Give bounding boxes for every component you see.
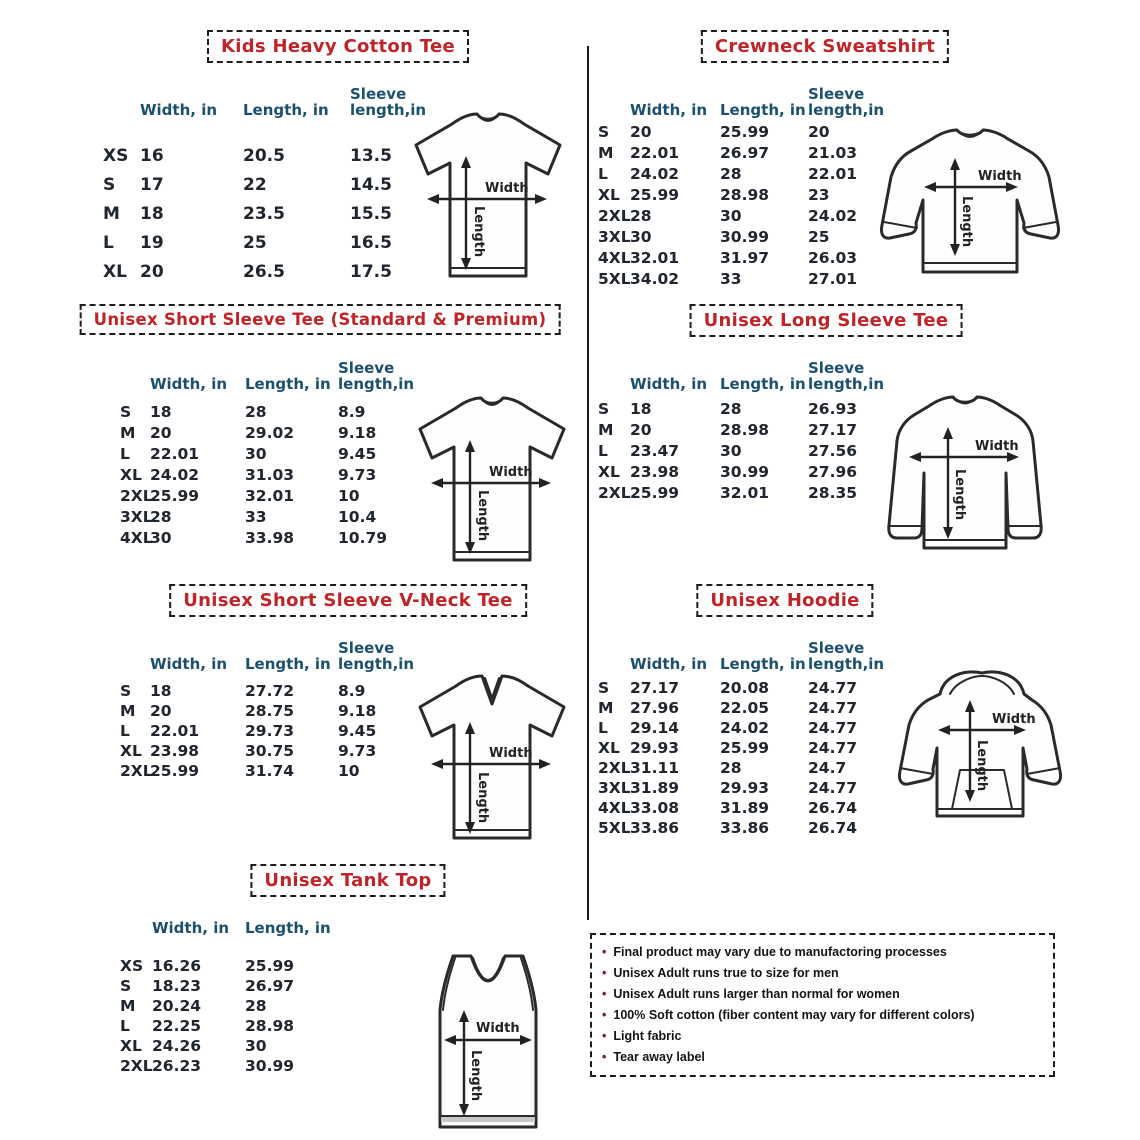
width-cell: 22.01 bbox=[150, 722, 200, 740]
width-cell: 34.02 bbox=[630, 269, 680, 288]
width-column-header: Width, in bbox=[630, 654, 708, 673]
width-cell: 20 bbox=[630, 122, 652, 141]
width-cell: 33.08 bbox=[630, 799, 680, 817]
size-table-body bbox=[598, 398, 888, 503]
size-cell: 2XL bbox=[120, 1057, 153, 1075]
size-row bbox=[120, 996, 335, 1016]
sleeve-column-header: Sleeve length,in bbox=[808, 358, 885, 393]
sleeve-cell: 13.5 bbox=[350, 145, 392, 166]
size-row bbox=[120, 721, 420, 741]
size-row bbox=[598, 268, 888, 289]
size-cell: S bbox=[103, 174, 116, 195]
hem-band bbox=[441, 1117, 535, 1122]
width-label: Width bbox=[978, 169, 1022, 184]
size-cell: M bbox=[120, 423, 136, 442]
length-cell: 30.75 bbox=[245, 742, 295, 760]
sleeve-cell: 16.5 bbox=[350, 232, 392, 253]
size-cell: XL bbox=[598, 185, 620, 204]
size-row bbox=[598, 758, 888, 778]
width-cell: 31.89 bbox=[630, 779, 680, 797]
width-column-header: Width, in bbox=[630, 374, 708, 393]
width-label: Width bbox=[992, 712, 1036, 727]
length-cell: 32.01 bbox=[720, 483, 770, 502]
size-table-body bbox=[598, 121, 888, 289]
width-cell: 20 bbox=[140, 261, 164, 282]
length-cell: 23.5 bbox=[243, 203, 285, 224]
length-cell: 28 bbox=[720, 164, 742, 183]
length-cell: 33 bbox=[245, 507, 267, 526]
size-cell: 3XL bbox=[120, 507, 153, 526]
width-cell: 26.23 bbox=[152, 1057, 202, 1075]
section-title: Kids Heavy Cotton Tee bbox=[207, 30, 469, 63]
table-header-row bbox=[120, 634, 420, 672]
length-cell: 24.02 bbox=[720, 719, 770, 737]
note-text: 100% Soft cotton (fiber content may vary for different colors) bbox=[613, 1008, 975, 1022]
length-cell: 29.73 bbox=[245, 722, 295, 740]
size-row bbox=[598, 142, 888, 163]
size-cell: S bbox=[598, 399, 610, 418]
bullet-icon: • bbox=[602, 987, 607, 1001]
width-cell: 22.01 bbox=[630, 143, 680, 162]
size-cell: 5XL bbox=[598, 269, 631, 288]
size-row bbox=[120, 443, 420, 464]
size-cell: 4XL bbox=[598, 248, 631, 267]
size-cell: S bbox=[598, 679, 610, 697]
size-row bbox=[598, 718, 888, 738]
length-cell: 30.99 bbox=[720, 227, 770, 246]
sleeve-cell: 10 bbox=[338, 762, 360, 780]
size-row bbox=[598, 398, 888, 419]
width-cell: 23.47 bbox=[630, 441, 680, 460]
width-cell: 25.99 bbox=[630, 185, 680, 204]
length-cell: 26.5 bbox=[243, 261, 285, 282]
hoodie-illustration bbox=[872, 668, 1107, 848]
length-cell: 28 bbox=[720, 759, 742, 777]
sleeve-cell: 27.01 bbox=[808, 269, 858, 288]
note-item bbox=[602, 1047, 1043, 1068]
size-table-body bbox=[120, 681, 420, 781]
size-cell: 3XL bbox=[598, 779, 631, 797]
note-item bbox=[602, 1026, 1043, 1047]
sleeve-cell: 9.18 bbox=[338, 423, 377, 442]
size-row bbox=[598, 163, 888, 184]
length-column-header: Length, in bbox=[243, 100, 329, 119]
size-table-body bbox=[598, 678, 888, 838]
width-label: Width bbox=[476, 1021, 520, 1036]
size-row bbox=[598, 818, 888, 838]
length-cell: 31.74 bbox=[245, 762, 295, 780]
width-cell: 19 bbox=[140, 232, 164, 253]
sleeve-cell: 26.03 bbox=[808, 248, 858, 267]
note-text: Light fabric bbox=[613, 1029, 682, 1043]
width-cell: 18 bbox=[630, 399, 652, 418]
width-column-header: Width, in bbox=[140, 100, 218, 119]
length-cell: 25.99 bbox=[720, 122, 770, 141]
section-title: Unisex Short Sleeve V-Neck Tee bbox=[169, 584, 527, 617]
sleeve-cell: 27.56 bbox=[808, 441, 858, 460]
sleeve-cell: 26.74 bbox=[808, 799, 858, 817]
length-cell: 22 bbox=[243, 174, 267, 195]
sleeve-cell: 24.77 bbox=[808, 699, 858, 717]
sleeve-cell: 15.5 bbox=[350, 203, 392, 224]
width-cell: 29.14 bbox=[630, 719, 680, 737]
note-text: Unisex Adult runs larger than normal for women bbox=[613, 987, 900, 1001]
size-cell: XL bbox=[598, 462, 620, 481]
length-cell: 26.97 bbox=[245, 977, 295, 995]
length-cell: 20.08 bbox=[720, 679, 770, 697]
sleeve-cell: 9.45 bbox=[338, 444, 377, 463]
size-row bbox=[598, 678, 888, 698]
length-cell: 31.97 bbox=[720, 248, 770, 267]
size-cell: M bbox=[598, 420, 614, 439]
width-cell: 18 bbox=[150, 682, 172, 700]
size-cell: XL bbox=[120, 742, 142, 760]
note-item bbox=[602, 942, 1043, 963]
length-cell: 22.05 bbox=[720, 699, 770, 717]
note-text: Final product may vary due to manufactoring processes bbox=[613, 945, 947, 959]
sleeve-cell: 27.96 bbox=[808, 462, 858, 481]
width-cell: 23.98 bbox=[150, 742, 200, 760]
size-row bbox=[120, 401, 420, 422]
table-header-row bbox=[103, 80, 428, 118]
long-sleeve-illustration bbox=[855, 393, 1090, 568]
length-column-header: Length, in bbox=[245, 654, 331, 673]
size-cell: M bbox=[598, 699, 614, 717]
size-cell: L bbox=[120, 1017, 130, 1035]
tshirt-illustration bbox=[393, 106, 583, 286]
sleeve-column-header: Sleeve length,in bbox=[350, 84, 427, 119]
size-cell: S bbox=[120, 977, 132, 995]
length-column-header: Length, in bbox=[245, 374, 331, 393]
width-cell: 27.17 bbox=[630, 679, 680, 697]
length-column-header: Length, in bbox=[720, 654, 806, 673]
size-row bbox=[120, 976, 335, 996]
sleeve-cell: 10.4 bbox=[338, 507, 377, 526]
note-item bbox=[602, 963, 1043, 984]
table-header-row bbox=[598, 354, 888, 392]
length-label: Length bbox=[468, 1050, 483, 1102]
size-cell: XL bbox=[103, 261, 127, 282]
width-column-header: Width, in bbox=[152, 918, 230, 937]
size-cell: L bbox=[598, 164, 608, 183]
sleeve-cell: 9.73 bbox=[338, 465, 377, 484]
width-cell: 24.02 bbox=[150, 465, 200, 484]
sleeve-cell: 8.9 bbox=[338, 682, 366, 700]
size-cell: 2XL bbox=[120, 486, 153, 505]
size-row bbox=[103, 141, 428, 170]
length-label: Length bbox=[959, 196, 974, 248]
size-row bbox=[598, 798, 888, 818]
note-item bbox=[602, 984, 1043, 1005]
length-cell: 30 bbox=[245, 1037, 267, 1055]
size-row bbox=[598, 247, 888, 268]
width-cell: 29.93 bbox=[630, 739, 680, 757]
length-cell: 28 bbox=[245, 402, 267, 421]
size-row bbox=[103, 228, 428, 257]
size-table-body bbox=[120, 401, 420, 548]
table-header-row bbox=[120, 354, 420, 392]
table-header-row bbox=[120, 912, 335, 936]
sleeve-cell: 22.01 bbox=[808, 164, 858, 183]
width-cell: 22.01 bbox=[150, 444, 200, 463]
length-column-header: Length, in bbox=[720, 374, 806, 393]
size-row bbox=[598, 698, 888, 718]
sleeve-column-header: Sleeve length,in bbox=[808, 84, 885, 119]
width-cell: 27.96 bbox=[630, 699, 680, 717]
size-table-body bbox=[103, 141, 428, 286]
size-row bbox=[103, 199, 428, 228]
size-cell: M bbox=[598, 143, 614, 162]
size-row bbox=[120, 1036, 335, 1056]
size-cell: 4XL bbox=[120, 528, 153, 547]
size-row bbox=[120, 485, 420, 506]
sleeve-cell: 24.7 bbox=[808, 759, 847, 777]
sleeve-cell: 10 bbox=[338, 486, 360, 505]
size-row bbox=[120, 681, 420, 701]
sleeve-cell: 17.5 bbox=[350, 261, 392, 282]
length-cell: 27.72 bbox=[245, 682, 295, 700]
column-divider bbox=[587, 46, 589, 920]
crewneck-illustration bbox=[860, 124, 1090, 292]
size-cell: XL bbox=[120, 465, 142, 484]
sleeve-cell: 14.5 bbox=[350, 174, 392, 195]
length-label: Length bbox=[952, 469, 967, 521]
length-cell: 28.98 bbox=[720, 185, 770, 204]
size-table-body bbox=[120, 956, 335, 1076]
tank-top-illustration bbox=[420, 950, 555, 1140]
length-label: Length bbox=[471, 206, 486, 258]
width-cell: 25.99 bbox=[630, 483, 680, 502]
size-cell: L bbox=[120, 722, 130, 740]
size-row bbox=[103, 257, 428, 286]
sleeve-cell: 9.18 bbox=[338, 702, 377, 720]
length-cell: 28 bbox=[245, 997, 267, 1015]
length-cell: 20.5 bbox=[243, 145, 285, 166]
section-title: Crewneck Sweatshirt bbox=[701, 30, 949, 63]
size-cell: S bbox=[120, 402, 132, 421]
length-cell: 33 bbox=[720, 269, 742, 288]
width-cell: 33.86 bbox=[630, 819, 680, 837]
length-cell: 25.99 bbox=[245, 957, 295, 975]
width-cell: 23.98 bbox=[630, 462, 680, 481]
sleeve-cell: 20 bbox=[808, 122, 830, 141]
vneck-illustration bbox=[397, 668, 587, 848]
width-cell: 31.11 bbox=[630, 759, 680, 777]
size-cell: M bbox=[120, 997, 136, 1015]
length-column-header: Length, in bbox=[245, 918, 331, 937]
width-column-header: Width, in bbox=[150, 654, 228, 673]
length-cell: 28.98 bbox=[245, 1017, 295, 1035]
width-cell: 30 bbox=[150, 528, 172, 547]
size-row bbox=[120, 1056, 335, 1076]
sleeve-cell: 23 bbox=[808, 185, 830, 204]
sleeve-cell: 9.73 bbox=[338, 742, 377, 760]
size-cell: 5XL bbox=[598, 819, 631, 837]
size-row bbox=[598, 778, 888, 798]
width-cell: 28 bbox=[630, 206, 652, 225]
length-cell: 28.98 bbox=[720, 420, 770, 439]
sleeve-cell: 24.77 bbox=[808, 739, 858, 757]
length-cell: 31.03 bbox=[245, 465, 295, 484]
size-row bbox=[120, 761, 420, 781]
length-cell: 29.02 bbox=[245, 423, 295, 442]
length-label: Length bbox=[475, 772, 490, 824]
section-title: Unisex Long Sleeve Tee bbox=[690, 304, 963, 337]
width-label: Width bbox=[975, 439, 1019, 454]
width-cell: 32.01 bbox=[630, 248, 680, 267]
length-cell: 32.01 bbox=[245, 486, 295, 505]
sleeve-cell: 27.17 bbox=[808, 420, 858, 439]
length-cell: 31.89 bbox=[720, 799, 770, 817]
bullet-icon: • bbox=[602, 1029, 607, 1043]
length-cell: 29.93 bbox=[720, 779, 770, 797]
width-cell: 24.02 bbox=[630, 164, 680, 183]
size-cell: 3XL bbox=[598, 227, 631, 246]
size-cell: XL bbox=[598, 739, 620, 757]
length-cell: 26.97 bbox=[720, 143, 770, 162]
sleeve-cell: 25 bbox=[808, 227, 830, 246]
length-label: Length bbox=[974, 740, 989, 792]
sleeve-cell: 24.77 bbox=[808, 779, 858, 797]
size-row bbox=[120, 527, 420, 548]
width-cell: 18 bbox=[140, 203, 164, 224]
size-cell: S bbox=[598, 122, 610, 141]
size-row bbox=[598, 226, 888, 247]
width-cell: 18 bbox=[150, 402, 172, 421]
length-cell: 30 bbox=[245, 444, 267, 463]
size-cell: L bbox=[598, 441, 608, 460]
length-cell: 28.75 bbox=[245, 702, 295, 720]
note-item bbox=[602, 1005, 1043, 1026]
size-cell: M bbox=[120, 702, 136, 720]
width-column-header: Width, in bbox=[150, 374, 228, 393]
width-cell: 17 bbox=[140, 174, 164, 195]
size-cell: XL bbox=[120, 1037, 142, 1055]
section-title: Unisex Hoodie bbox=[696, 584, 873, 617]
size-row bbox=[598, 121, 888, 142]
sleeve-column-header: Sleeve length,in bbox=[338, 638, 415, 673]
size-row bbox=[120, 464, 420, 485]
size-cell: L bbox=[103, 232, 114, 253]
width-label: Width bbox=[489, 746, 533, 761]
length-cell: 25 bbox=[243, 232, 267, 253]
sleeve-cell: 21.03 bbox=[808, 143, 858, 162]
size-row bbox=[120, 701, 420, 721]
size-cell: L bbox=[598, 719, 608, 737]
size-row bbox=[598, 419, 888, 440]
size-row bbox=[103, 170, 428, 199]
tshirt-illustration bbox=[397, 390, 587, 570]
width-label: Width bbox=[489, 465, 533, 480]
product-notes bbox=[590, 933, 1055, 1077]
sleeve-column-header: Sleeve length,in bbox=[338, 358, 415, 393]
size-row bbox=[598, 184, 888, 205]
length-cell: 30.99 bbox=[245, 1057, 295, 1075]
size-row bbox=[120, 506, 420, 527]
size-cell: 2XL bbox=[598, 206, 631, 225]
length-cell: 33.86 bbox=[720, 819, 770, 837]
sleeve-cell: 10.79 bbox=[338, 528, 388, 547]
length-column-header: Length, in bbox=[720, 100, 806, 119]
size-cell: 2XL bbox=[120, 762, 153, 780]
length-label: Length bbox=[475, 490, 490, 542]
length-cell: 30.99 bbox=[720, 462, 770, 481]
width-cell: 22.25 bbox=[152, 1017, 202, 1035]
width-cell: 20.24 bbox=[152, 997, 202, 1015]
size-cell: 2XL bbox=[598, 759, 631, 777]
length-cell: 30 bbox=[720, 206, 742, 225]
bullet-icon: • bbox=[602, 1008, 607, 1022]
bullet-icon: • bbox=[602, 945, 607, 959]
length-cell: 33.98 bbox=[245, 528, 295, 547]
sleeve-cell: 9.45 bbox=[338, 722, 377, 740]
size-row bbox=[120, 741, 420, 761]
table-header-row bbox=[598, 80, 888, 118]
width-cell: 20 bbox=[630, 420, 652, 439]
size-cell: XS bbox=[120, 957, 144, 975]
sleeve-cell: 28.35 bbox=[808, 483, 858, 502]
size-row bbox=[598, 461, 888, 482]
width-cell: 28 bbox=[150, 507, 172, 526]
width-column-header: Width, in bbox=[630, 100, 708, 119]
sleeve-cell: 24.77 bbox=[808, 719, 858, 737]
size-row bbox=[120, 956, 335, 976]
width-cell: 16 bbox=[140, 145, 164, 166]
size-row bbox=[598, 482, 888, 503]
sleeve-cell: 24.77 bbox=[808, 679, 858, 697]
bullet-icon: • bbox=[602, 1050, 607, 1064]
sleeve-column-header: Sleeve length,in bbox=[808, 638, 885, 673]
width-cell: 25.99 bbox=[150, 486, 200, 505]
width-cell: 30 bbox=[630, 227, 652, 246]
width-cell: 16.26 bbox=[152, 957, 202, 975]
width-cell: 24.26 bbox=[152, 1037, 202, 1055]
note-text: Unisex Adult runs true to size for men bbox=[613, 966, 839, 980]
width-cell: 18.23 bbox=[152, 977, 202, 995]
note-text: Tear away label bbox=[613, 1050, 705, 1064]
bullet-icon: • bbox=[602, 966, 607, 980]
width-cell: 20 bbox=[150, 423, 172, 442]
section-title: Unisex Tank Top bbox=[250, 864, 445, 897]
width-label: Width bbox=[485, 181, 529, 196]
length-cell: 25.99 bbox=[720, 739, 770, 757]
sleeve-cell: 24.02 bbox=[808, 206, 858, 225]
size-row bbox=[598, 440, 888, 461]
width-cell: 20 bbox=[150, 702, 172, 720]
size-cell: 4XL bbox=[598, 799, 631, 817]
sleeve-cell: 8.9 bbox=[338, 402, 366, 421]
size-cell: M bbox=[103, 203, 120, 224]
length-cell: 30 bbox=[720, 441, 742, 460]
table-header-row bbox=[598, 634, 888, 672]
size-row bbox=[598, 738, 888, 758]
size-cell: 2XL bbox=[598, 483, 631, 502]
width-cell: 25.99 bbox=[150, 762, 200, 780]
sleeve-cell: 26.74 bbox=[808, 819, 858, 837]
sleeve-cell: 26.93 bbox=[808, 399, 858, 418]
length-cell: 28 bbox=[720, 399, 742, 418]
size-row bbox=[120, 1016, 335, 1036]
size-row bbox=[598, 205, 888, 226]
size-cell: L bbox=[120, 444, 130, 463]
section-title: Unisex Short Sleeve Tee (Standard & Premium) bbox=[80, 304, 561, 335]
size-row bbox=[120, 422, 420, 443]
size-cell: XS bbox=[103, 145, 129, 166]
size-cell: S bbox=[120, 682, 132, 700]
